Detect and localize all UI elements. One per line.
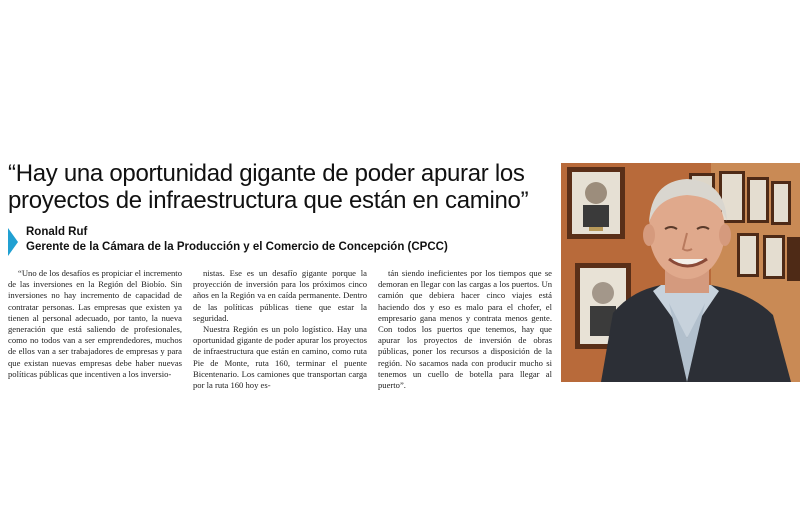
byline-arrow-icon bbox=[8, 228, 18, 256]
article-column-1 bbox=[8, 268, 182, 380]
portrait-photo bbox=[561, 163, 800, 382]
headline: “Hay una oportunidad gigante de poder apurar los proyectos de infraestructura que están en camino” bbox=[8, 160, 529, 214]
byline bbox=[8, 226, 553, 260]
paragraph: nistas. Ese es un desafío gigante porque la proyección de inversión para los próximos cinco años en la Región va en caída permanente. Dentro de las políticas públicas tiene que estar la seguridad. bbox=[193, 268, 367, 323]
paragraph: tán siendo ineficientes por los tiempos que se demoran en llegar con las cargas a los puertos. Un camión que debiera hacer cinco viajes está haciendo dos y eso es malo para el chofer, el empresario gana menos y contrata menos gente. Con todos los puertos que tenemos, hay que apurar los proyectos de inversión de obras públicas, poner los recursos a disposición de la región. No sacamos nada con producir mucho si tenemos un cuello de botella para llegar al puerto”. bbox=[378, 268, 552, 391]
wall-frame bbox=[787, 237, 800, 281]
wall-frame bbox=[763, 235, 785, 279]
wall-frame bbox=[719, 171, 745, 223]
wall-frame bbox=[771, 181, 791, 225]
paragraph: “Uno de los desafíos es propiciar el incremento de las inversiones en la Región del Biobío. Sin inversiones no hay incremento de capacidad de contratar personas. Las empresas que existen ya tienen al personal adecuado, por tanto, la nueva generación que está saliendo de profesionales, como no todos van a ser emprendedores, muchos de ellos van a ser trabajadores de empresas y para que existan nuevas empresas debe haber nuevas políticas públicas que incentiven a los inversio- bbox=[8, 268, 182, 379]
article-column-2 bbox=[193, 268, 367, 391]
byline-role: Gerente de la Cámara de la Producción y el Comercio de Concepción (CPCC) bbox=[26, 241, 448, 253]
paragraph: Nuestra Región es un polo logístico. Hay una oportunidad gigante de poder apurar los proyectos de infraestructura que están en camino, como ruta Pie de Monte, ruta 160, terminar el puente Bicentenario. Los camiones que transportan carga por la ruta 160 hoy es- bbox=[193, 324, 367, 391]
wall-frame bbox=[737, 233, 759, 277]
byline-name: Ronald Ruf bbox=[26, 226, 88, 238]
wall-frame bbox=[567, 167, 625, 239]
portrait-illustration bbox=[561, 163, 800, 382]
article-column-3 bbox=[378, 268, 552, 391]
wall-frame bbox=[747, 177, 769, 223]
